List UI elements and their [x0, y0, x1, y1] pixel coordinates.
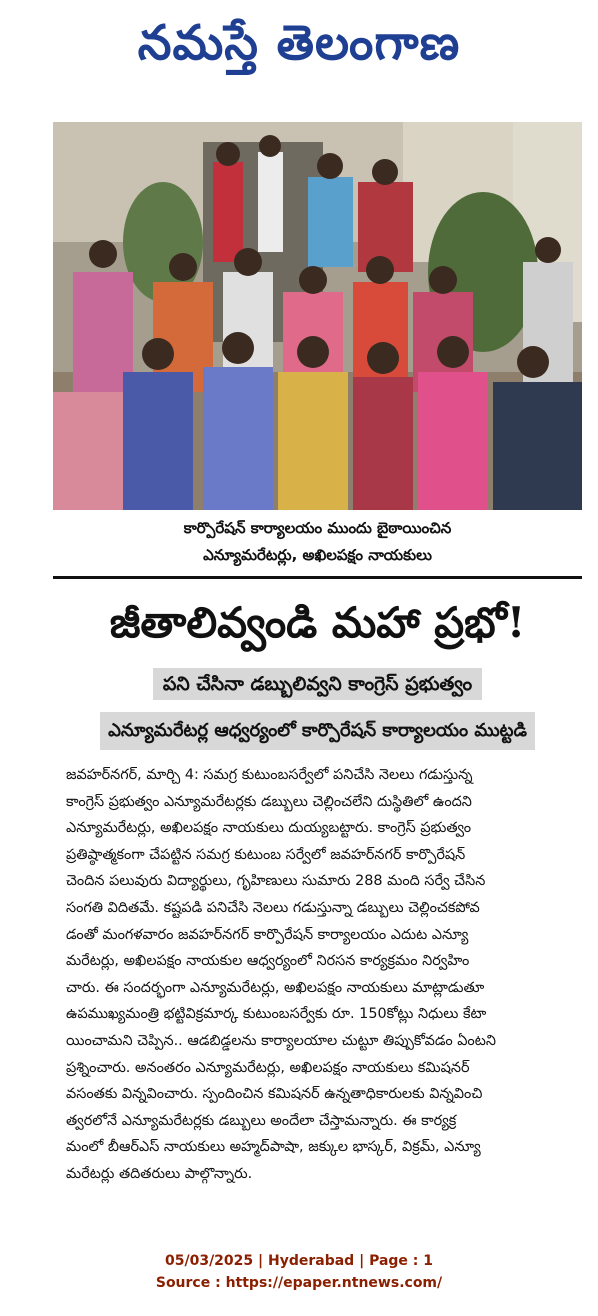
body-line: వసంతకు విన్నవించారు. స్పందించిన కమిషనర్ ఉన్నతాధికారులకు విన్నవించి [66, 1086, 483, 1103]
body-line: చెందిన పలువురు విద్యార్థులు, గృహిణులు సుమారు 288 మంది సర్వే చేసిన [66, 873, 486, 890]
caption-line-2: ఎన్యూమరేటర్లు, అఖిలపక్షం నాయకులు [203, 546, 432, 564]
article-subhead-secondary [53, 712, 582, 750]
footer-date-line: 05/03/2025 | Hyderabad | Page : 1 [164, 1253, 434, 1269]
body-line: సంగతి విదితమే. కష్టపడి పనిచేసి నెలలు గడుస్తున్నా డబ్బులు చెల్లించకపోవ [66, 899, 480, 916]
masthead-title: నమస్తే తెలంగాణ [137, 15, 461, 71]
protest-group-photo [53, 122, 582, 510]
body-line: ఎన్యూమరేటర్లు, అఖిలపక్షం నాయకులు దుయ్యబట్టారు. కాంగ్రెస్ ప్రభుత్వం [66, 820, 472, 837]
body-line: ఉపముఖ్యమంత్రి భట్టివిక్రమార్క కుటుంబసర్వేకు రూ. 150కోట్లు నిధులు కేటా [66, 1006, 487, 1023]
footer-source-line: Source : https://epaper.ntnews.com/ [155, 1275, 443, 1291]
body-line: జవహర్‌నగర్, మార్చి 4: సమగ్ర కుటుంబసర్వేలో పనిచేసి నెలలు గడుస్తున్న [66, 767, 473, 783]
body-line: ప్రతిష్ఠాత్మకంగా చేపట్టిన సమగ్ర కుటుంబ సర్వేలో జవహర్‌నగర్ కార్పొరేషన్ [66, 846, 466, 863]
body-line: మరేటర్లు, అఖిలపక్షం నాయకుల ఆధ్వర్యంలో నిరసన కార్యక్రమం నిర్వహిం [66, 953, 470, 970]
divider-rule [53, 576, 582, 579]
article-body [66, 762, 576, 1188]
body-line: మరేటర్లు తదితరులు పాల్గొన్నారు. [66, 1165, 253, 1182]
body-line: మంలో బీఆర్‌ఎస్ నాయకులు అహ్మద్‌పాషా, జక్కుల భాస్కర్, విక్రమ్, ఎన్యూ [66, 1139, 481, 1156]
page-footer [0, 1250, 598, 1294]
photo-caption [53, 515, 582, 569]
body-line: ప్రశ్నించారు. అనంతరం ఎన్యూమరేటర్లు, అఖిలపక్షం నాయకులు కమిషనర్ [66, 1059, 470, 1076]
subhead-text: పని చేసినా డబ్బులివ్వని కాంగ్రెస్ ప్రభుత్వం [153, 668, 482, 700]
newspaper-masthead [0, 6, 598, 80]
body-line: కాంగ్రెస్ ప్రభుత్వం ఎన్యూమరేటర్లకు డబ్బులు చెల్లించలేని దుస్థితిలో ఉందని [66, 793, 472, 810]
body-line: యించామని చెప్పిన.. ఆడబిడ్డలను కార్యాలయాల చుట్టూ తిప్పుకోవడం ఏంటని [66, 1032, 496, 1049]
article-headline: జీతాలివ్వండి మహా ప్రభో! [109, 598, 526, 647]
body-line: చారు. ఈ సందర్భంగా ఎన్యూమరేటర్లు, అఖిలపక్షం నాయకులు మాట్లాడుతూ [66, 979, 485, 996]
subhead-secondary-text: ఎన్యూమరేటర్ల ఆధ్వర్యంలో కార్పొరేషన్ కార్యాలయం ముట్టడి [100, 712, 535, 750]
body-line: డంతో మంగళవారం జవహర్‌నగర్ కార్పొరేషన్ కార్యాలయం ఎదుట ఎన్యూ [66, 926, 469, 943]
caption-line-1: కార్పొరేషన్ కార్యాలయం ముందు బైఠాయించిన [183, 519, 452, 537]
news-photo [53, 122, 582, 510]
body-line: త్వరలోనే ఎన్యూమరేటర్లకు డబ్బులు అందేలా చేస్తామన్నారు. ఈ కార్యక్ర [66, 1112, 457, 1129]
article-subhead [53, 668, 582, 700]
